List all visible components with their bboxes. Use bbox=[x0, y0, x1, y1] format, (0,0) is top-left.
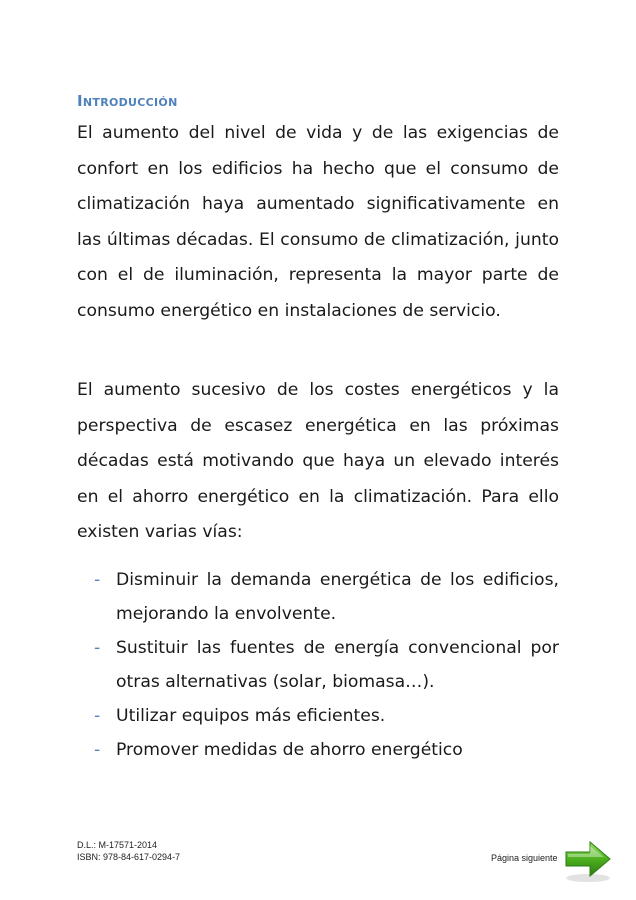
list-item bbox=[77, 733, 559, 767]
bullet-dash: - bbox=[94, 740, 101, 760]
list-item bbox=[77, 631, 559, 699]
list-item-text: Promover medidas de ahorro energético bbox=[116, 740, 463, 760]
list-item bbox=[77, 563, 559, 631]
legal-info bbox=[77, 839, 180, 863]
bullet-dash: - bbox=[94, 570, 101, 590]
list-item-text: Disminuir la demanda energética de los edificios, mejorando la envolvente. bbox=[116, 570, 559, 624]
legal-deposit: D.L.: M-17571-2014 bbox=[77, 840, 158, 850]
isbn: ISBN: 978-84-617-0294-7 bbox=[77, 852, 181, 862]
measures-list bbox=[77, 563, 559, 767]
list-item-text: Utilizar equipos más eficientes. bbox=[116, 706, 386, 726]
paragraph-2: El aumento sucesivo de los costes energéticos y la perspectiva de escasez energética en las próximas décadas está motivando que haya un elevado interés en el ahorro energético en la climatización. Para ello existen varias vías: bbox=[77, 380, 559, 543]
list-item-text: Sustituir las fuentes de energía convencional por otras alternativas (solar, biomasa…). bbox=[116, 638, 559, 692]
section-title: Introducción bbox=[77, 92, 178, 110]
next-page-label[interactable]: Página siguiente bbox=[491, 853, 558, 863]
bullet-dash: - bbox=[94, 706, 101, 726]
arrow-right-icon[interactable] bbox=[562, 836, 614, 884]
list-item bbox=[77, 699, 559, 733]
paragraph-1: El aumento del nivel de vida y de las exigencias de confort en los edificios ha hecho que el consumo de climatización haya aumentado significativamente en las últimas décadas. El consumo de climatización, junto con el de iluminación, representa la mayor parte de consumo energético en instalaciones de servicio. bbox=[77, 123, 559, 321]
bullet-dash: - bbox=[94, 638, 101, 658]
